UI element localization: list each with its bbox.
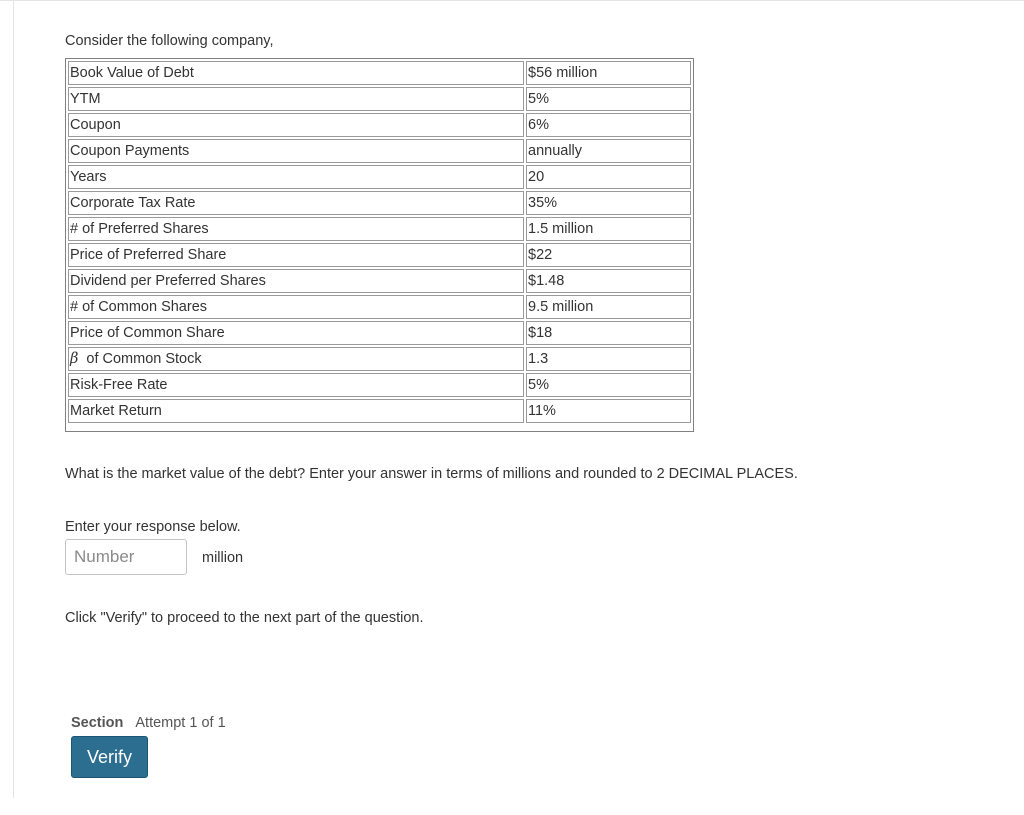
row-value: 5% — [526, 87, 691, 111]
row-label-beta — [68, 347, 524, 371]
instruction-text: Click "Verify" to proceed to the next part of the question. — [65, 610, 424, 626]
table-row — [68, 243, 691, 267]
table-row — [68, 217, 691, 241]
row-value: 35% — [526, 191, 691, 215]
table-row — [68, 295, 691, 319]
table-row — [68, 321, 691, 345]
row-label: # of Common Shares — [68, 295, 524, 319]
company-data-table — [65, 58, 694, 432]
table-row — [68, 113, 691, 137]
row-label: YTM — [68, 87, 524, 111]
verify-button[interactable]: Verify — [71, 736, 148, 778]
row-value: 9.5 million — [526, 295, 691, 319]
intro-text: Consider the following company, — [65, 33, 274, 49]
row-value: 20 — [526, 165, 691, 189]
table-row — [68, 61, 691, 85]
question-text: What is the market value of the debt? Enter your answer in terms of millions and rounded to 2 DECIMAL PLACES. — [65, 466, 798, 482]
row-label: Price of Preferred Share — [68, 243, 524, 267]
row-label: Market Return — [68, 399, 524, 423]
response-prompt: Enter your response below. — [65, 519, 241, 535]
table-row — [68, 347, 691, 371]
row-value: 1.5 million — [526, 217, 691, 241]
row-label: Coupon — [68, 113, 524, 137]
table-row — [68, 191, 691, 215]
table-row — [68, 373, 691, 397]
company-values-table — [66, 59, 693, 425]
row-value: $18 — [526, 321, 691, 345]
row-label: # of Preferred Shares — [68, 217, 524, 241]
row-value: $56 million — [526, 61, 691, 85]
row-label: Coupon Payments — [68, 139, 524, 163]
row-value: 11% — [526, 399, 691, 423]
row-value: $1.48 — [526, 269, 691, 293]
row-label-text: of Common Stock — [86, 351, 202, 367]
row-value: 1.3 — [526, 347, 691, 371]
row-value: 5% — [526, 373, 691, 397]
row-value: $22 — [526, 243, 691, 267]
beta-symbol: β — [70, 351, 79, 367]
row-value: 6% — [526, 113, 691, 137]
left-border — [13, 0, 14, 798]
row-label: Years — [68, 165, 524, 189]
table-row — [68, 139, 691, 163]
attempt-counter: Attempt 1 of 1 — [135, 715, 226, 731]
top-border — [0, 0, 1024, 1]
row-label: Corporate Tax Rate — [68, 191, 524, 215]
answer-unit-label: million — [202, 550, 244, 566]
row-label: Price of Common Share — [68, 321, 524, 345]
table-row — [68, 165, 691, 189]
section-label: Section — [71, 715, 124, 731]
table-row — [68, 87, 691, 111]
answer-number-input[interactable] — [65, 539, 187, 575]
table-row — [68, 269, 691, 293]
row-label: Risk-Free Rate — [68, 373, 524, 397]
row-label: Dividend per Preferred Shares — [68, 269, 524, 293]
row-label: Book Value of Debt — [68, 61, 524, 85]
section-attempt-info — [71, 715, 226, 731]
row-value: annually — [526, 139, 691, 163]
table-row — [68, 399, 691, 423]
